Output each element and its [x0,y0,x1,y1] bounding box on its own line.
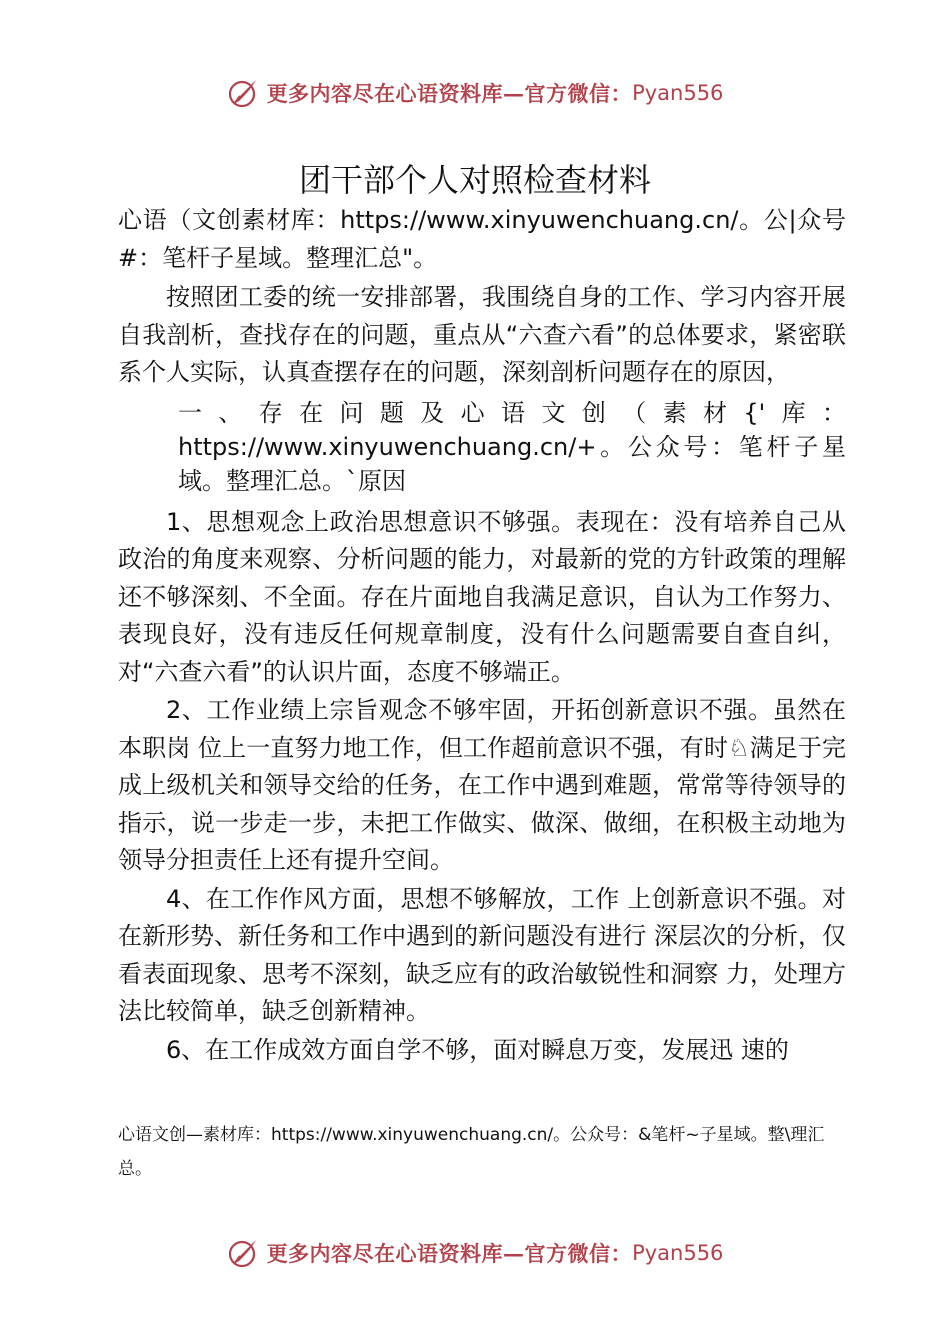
quill-pen-logo-icon [227,1237,259,1269]
wechat-id: Pyan556 [632,81,724,105]
body-paragraph: 4、在工作作风方面，思想不够解放，工作 上创新意识不强。对在新形势、新任务和工作中遇到的新问题没有进行 深层次的分析，仅看表面现象、思考不深刻，缺乏应有的政治敏锐性和洞察 力，处理方法比较简单，缺乏创新精神。 [118,884,846,1025]
section-heading: 一、存在问题及心语文创（素材{'库：https://www.xinyuwenchuang.cn/+。公众号：笔杆子星域。整理汇总。`原因 [178,398,846,495]
body-paragraph: 1、思想观念上政治思想意识不够强。表现在：没有培养自己从政治的角度来观察、分析问题的能力，对最新的党的方针政策的理解还不够深刻、不全面。存在片面地自我满足意识，自认为工作努力、表现良好，没有违反任何规章制度，没有什么问题需要自查自纠，对“六查六看”的认识片面，态度不够端正。 [118,507,846,686]
source-line: 心语（文创素材库：https://www.xinyuwenchuang.cn/。公|众号#：笔杆子星域。整理汇总"。 [118,206,846,272]
footer-note: 心语文创—素材库：https://www.xinyuwenchuang.cn/。公众号：&笔杆~子星域。整\理汇总。 [118,1125,825,1179]
banner-text: 更多内容尽在心语资料库—官方微信： [266,1241,633,1266]
footer-banner [0,1230,950,1276]
body-paragraph: 2、工作业绩上宗旨观念不够牢固，开拓创新意识不强。虽然在本职岗 位上一直努力地工作，但工作超前意识不强，有时♘满足于完成上级机关和领导交给的任务，在工作中遇到难题，常常等待领导的指示，说一步走一步，未把工作做实、做深、做细，在积极主动地为领导分担责任上还有提升空间。 [118,696,846,874]
wechat-id: Pyan556 [632,1241,724,1265]
document-body [118,202,846,1069]
banner-text: 更多内容尽在心语资料库—官方微信： [266,81,633,106]
intro-paragraph: 按照团工委的统一安排部署，我围绕自身的工作、学习内容开展自我剖析，查找存在的问题，重点从“六查六看”的总体要求，紧密联系个人实际，认真查摆存在的问题，深刻剖析问题存在的原因， [118,283,846,386]
quill-pen-logo-icon [227,77,259,109]
header-banner [0,70,950,116]
document-title: 团干部个人对照检查材料 [298,161,651,199]
body-paragraph: 6、在工作成效方面自学不够，面对瞬息万变，发展迅 速的 [166,1035,789,1064]
